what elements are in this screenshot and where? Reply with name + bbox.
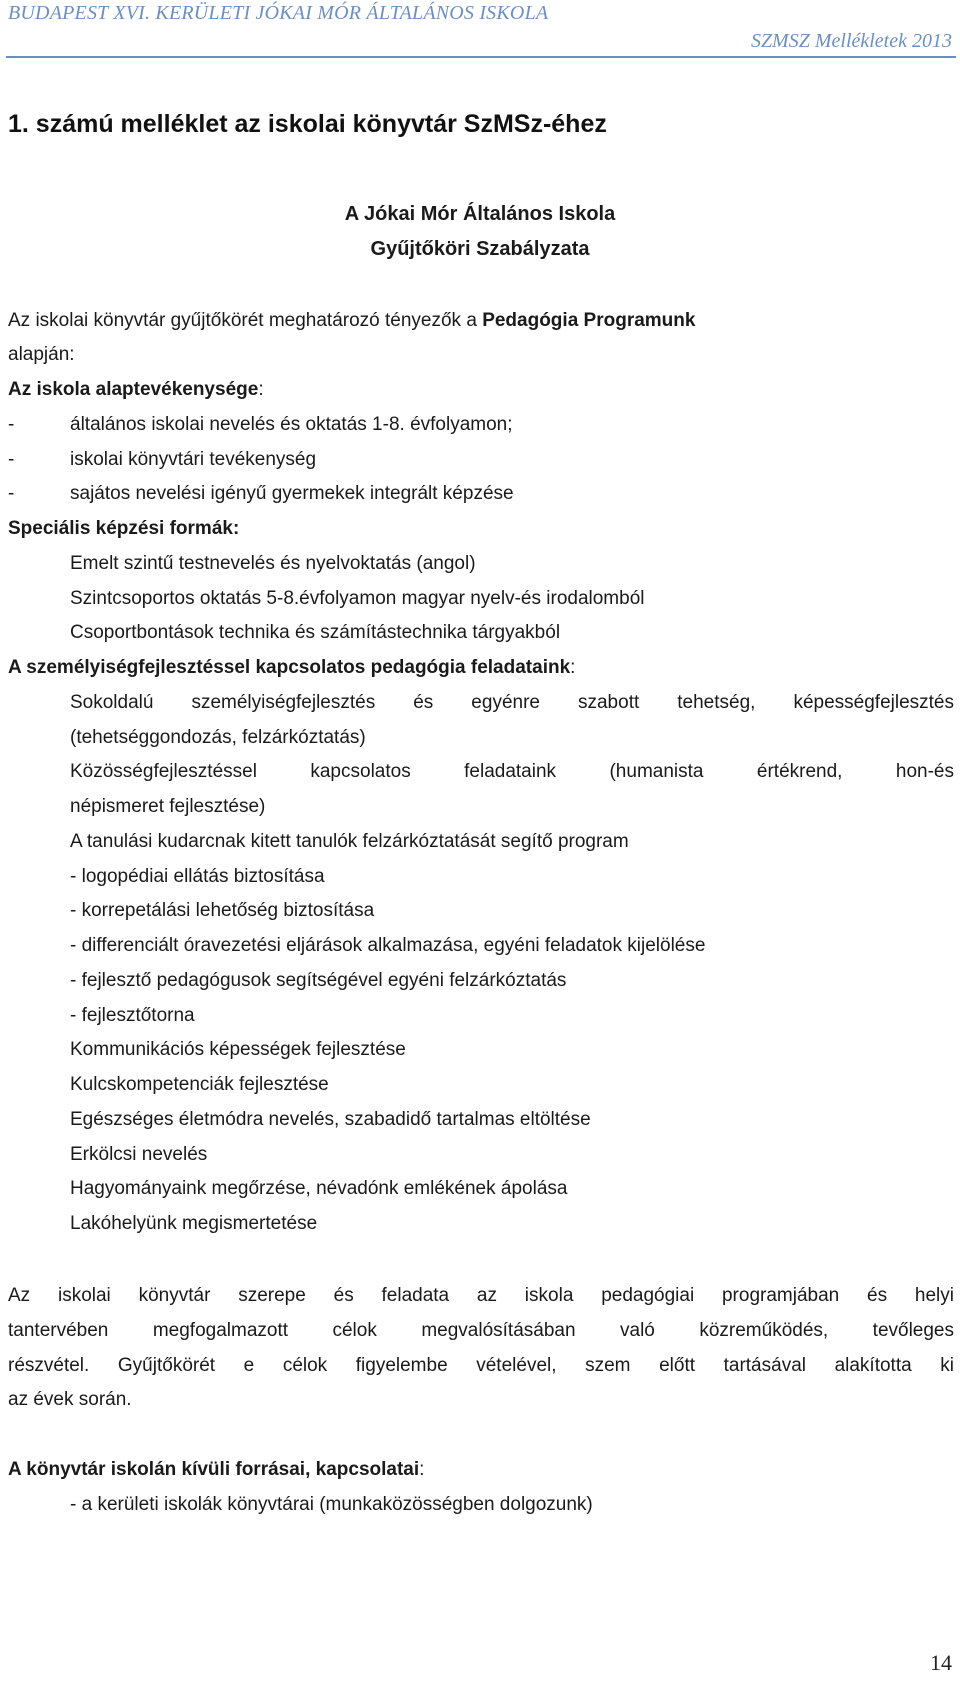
header-school-name: BUDAPEST XVI. KERÜLETI JÓKAI MÓR ÁLTALÁNOS ISKOLA xyxy=(8,2,549,24)
personality-item: Kommunikációs képességek fejlesztése xyxy=(70,1039,406,1060)
special-item: Szintcsoportos oktatás 5-8.évfolyamon magyar nyelv-és irodalomból xyxy=(70,588,645,609)
intro-line xyxy=(8,309,695,333)
basic-item: iskolai könyvtári tevékenység xyxy=(70,449,317,470)
special-heading-text: Speciális képzési formák: xyxy=(8,518,240,539)
personality-item: Erkölcsi nevelés xyxy=(70,1144,208,1165)
personality-item: - korrepetálási lehetőség biztosítása xyxy=(70,900,375,921)
personality-item: Közösségfejlesztéssel kapcsolatos feladataink (humanista értékrend, hon-és xyxy=(70,761,954,782)
external-heading-colon: : xyxy=(419,1459,425,1480)
personality-heading-colon: : xyxy=(570,657,576,678)
personality-item: - fejlesztőtorna xyxy=(70,1005,195,1026)
personality-item: népismeret fejlesztése) xyxy=(70,796,266,817)
header-divider xyxy=(6,56,956,58)
personality-item: Sokoldalú személyiségfejlesztés és egyénre szabott tehetség, képességfejlesztés xyxy=(70,692,954,713)
subtitle-regulation: Gyűjtőköri Szabályzata xyxy=(370,238,590,260)
personality-item: - fejlesztő pedagógusok segítségével egyéni felzárkóztatás xyxy=(70,970,567,991)
external-heading-line xyxy=(8,1458,424,1482)
paragraph-line: tantervében megfogalmazott célok megvalósításában való közreműködés, tevőleges xyxy=(8,1320,954,1341)
special-item: Emelt szintű testnevelés és nyelvoktatás (angol) xyxy=(70,553,476,574)
personality-item: Lakóhelyünk megismertetése xyxy=(70,1213,318,1234)
personality-heading: A személyiségfejlesztéssel kapcsolatos pedagógia feladataink xyxy=(8,657,571,678)
header-document-name: SZMSZ Mellékletek 2013 xyxy=(750,30,952,52)
intro-text: Az iskolai könyvtár gyűjtőkörét meghatározó tényezők a xyxy=(8,310,483,331)
special-item: Csoportbontások technika és számítástechnika tárgyakból xyxy=(70,622,561,643)
external-heading: A könyvtár iskolán kívüli forrásai, kapcsolatai xyxy=(8,1459,420,1480)
page-title: 1. számú melléklet az iskolai könyvtár SzMSz-éhez xyxy=(8,110,607,138)
personality-item: - differenciált óravezetési eljárások alkalmazása, egyéni feladatok kijelölése xyxy=(70,935,706,956)
personality-heading-line xyxy=(8,656,575,680)
paragraph-line: részvétel. Gyűjtőkörét e célok figyelembe vételével, szem előtt tartásával alakította ki xyxy=(8,1355,954,1376)
basic-heading-line xyxy=(8,378,264,402)
intro-continuation: alapján: xyxy=(8,344,75,365)
basic-heading-colon: : xyxy=(258,379,264,400)
personality-item: Egészséges életmódra nevelés, szabadidő tartalmas eltöltése xyxy=(70,1109,591,1130)
paragraph-line: Az iskolai könyvtár szerepe és feladata az iskola pedagógiai programjában és helyi xyxy=(8,1285,954,1306)
personality-item: - logopédiai ellátás biztosítása xyxy=(70,866,325,887)
basic-item: általános iskolai nevelés és oktatás 1-8. évfolyamon; xyxy=(70,414,513,435)
paragraph-line: az évek során. xyxy=(8,1389,132,1410)
special-heading xyxy=(8,517,239,541)
personality-item: Hagyományaink megőrzése, névadónk emlékének ápolása xyxy=(70,1178,568,1199)
basic-heading: Az iskola alaptevékenysége xyxy=(8,379,259,400)
personality-item: A tanulási kudarcnak kitett tanulók felzárkóztatását segítő program xyxy=(70,831,629,852)
personality-item: (tehetséggondozás, felzárkóztatás) xyxy=(70,727,366,748)
page-number: 14 xyxy=(930,1650,952,1675)
basic-item: sajátos nevelési igényű gyermekek integrált képzése xyxy=(70,483,514,504)
personality-item: Kulcskompetenciák fejlesztése xyxy=(70,1074,329,1095)
basic-dash: - xyxy=(8,449,15,470)
basic-dash: - xyxy=(8,483,15,504)
external-item: - a kerületi iskolák könyvtárai (munkaközösségben dolgozunk) xyxy=(70,1494,593,1515)
basic-dash: - xyxy=(8,414,15,435)
subtitle-school: A Jókai Mór Általános Iskola xyxy=(344,203,616,225)
intro-program: Pedagógia Programunk xyxy=(482,310,696,331)
